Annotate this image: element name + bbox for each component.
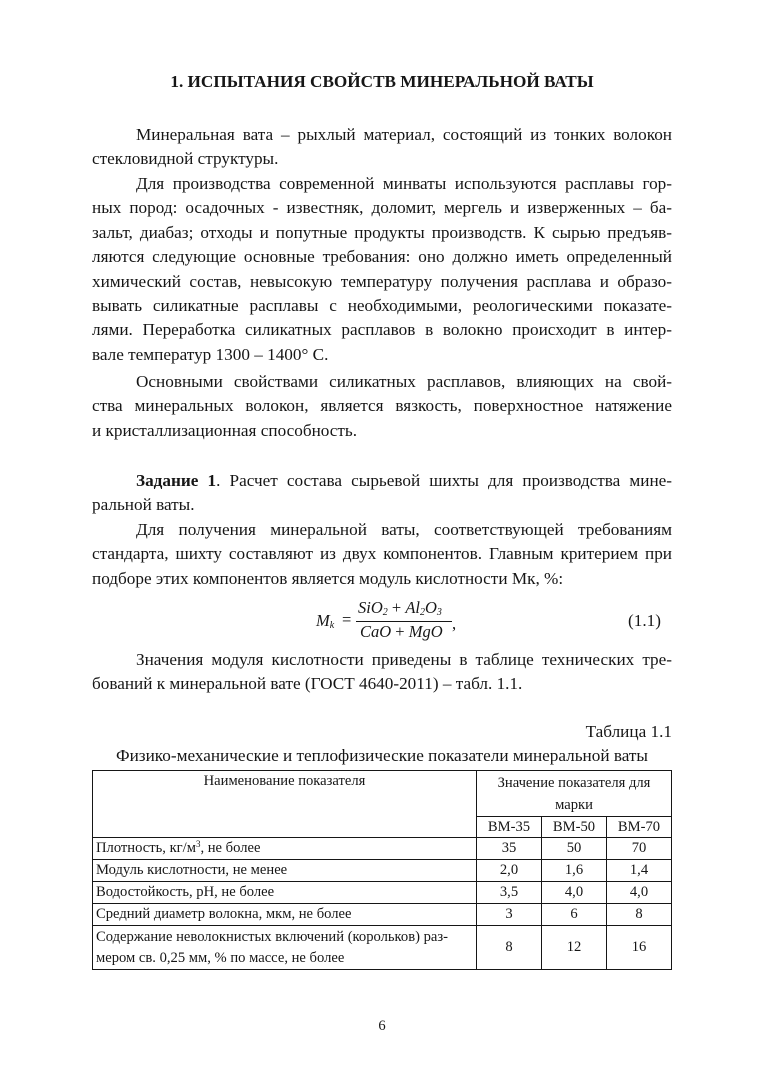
formula-comma: , <box>452 614 457 633</box>
table-row <box>93 860 672 882</box>
row-value: 3,5 <box>477 882 542 904</box>
row-value: 50 <box>542 838 607 860</box>
row-value: 3 <box>477 904 542 926</box>
row-value: 4,0 <box>542 882 607 904</box>
text-line: Минеральная вата – рыхлый материал, состоящий из тонких волокон <box>136 125 672 144</box>
table-caption: Физико-механические и теплофизические показатели минеральной ваты <box>116 746 648 765</box>
paragraph-production <box>92 172 672 367</box>
grade-header: ВМ-50 <box>542 817 607 838</box>
formula-lhs: $M_k$ <box>316 611 335 631</box>
text-line: и кристаллизационная способность. <box>92 420 358 440</box>
text-line: подборе этих компонентов является модуль кислотности Мк, %: <box>92 568 564 588</box>
row-value: 70 <box>607 838 672 860</box>
row-value: 4,0 <box>607 882 672 904</box>
row-value: 1,6 <box>542 860 607 882</box>
paragraph-intro <box>92 123 672 172</box>
text-line: химический состав, невысокую температуру получения расплава и образо- <box>92 271 672 291</box>
text-line: вале температур 1300 – 1400° С. <box>92 344 329 364</box>
paragraph-table-reference <box>92 648 672 697</box>
grade-header: ВМ-70 <box>607 817 672 838</box>
text-line: стекловидной структуры. <box>92 149 279 169</box>
table-number: Таблица 1.1 <box>585 722 672 741</box>
task-title: . Расчет состава сырьевой шихты для производства мине- <box>216 471 673 490</box>
text-line: Для производства современной минваты используются расплавы гор- <box>136 174 672 193</box>
paragraph-criterion <box>92 518 672 591</box>
table-row <box>93 838 672 860</box>
row-name: Водостойкость, pH, не более <box>93 882 477 904</box>
row-name: Модуль кислотности, не менее <box>93 860 477 882</box>
table-row <box>93 882 672 904</box>
text-line: Основными свойствами силикатных расплавов, влияющих на свой- <box>136 372 672 391</box>
text-line: лями. Переработка силикатных расплавов в волокно происходит в интер- <box>92 320 672 340</box>
text-line: ных пород: осадочных - известняк, доломит, мергель и изверженных – ба- <box>92 198 672 218</box>
row-value: 8 <box>607 904 672 926</box>
text-line: зальт, диабаз; отходы и попутные продукты производств. К сырью предъяв- <box>92 222 672 242</box>
text-line: ства минеральных волокон, является вязкость, поверхностное натяжение <box>92 396 672 416</box>
task-label: Задание 1 <box>136 471 217 490</box>
row-value: 12 <box>542 926 607 970</box>
table-row <box>93 926 672 970</box>
row-value: 2,0 <box>477 860 542 882</box>
header-name: Наименование показателя <box>93 771 477 838</box>
page-number: 6 <box>378 1018 386 1034</box>
row-value: 1,4 <box>607 860 672 882</box>
header-value: Значение показателя для марки <box>477 771 672 817</box>
properties-table <box>92 770 672 970</box>
paragraph-task <box>92 469 672 518</box>
text-line: вывать силикатные расплавы с необходимыми, реологическими показате- <box>92 296 672 316</box>
text-line: стандарта, шихту составляют из двух компонентов. Главным критерием при <box>92 544 672 564</box>
grade-header: ВМ-35 <box>477 817 542 838</box>
text-line: ляются следующие основные требования: оно должно иметь определенный <box>92 247 672 267</box>
paragraph-properties <box>92 370 672 443</box>
formula-numerator: $SiO_2 + Al_2O_3$ <box>358 598 442 618</box>
table-row <box>93 904 672 926</box>
row-name: Содержание неволокнистых включений (корольков) раз- мером св. 0,25 мм, % по массе, не более <box>93 926 477 970</box>
text-line: Для получения минеральной ваты, соответствующей требованиям <box>136 520 672 539</box>
section-heading: 1. ИСПЫТАНИЯ СВОЙСТВ МИНЕРАЛЬНОЙ ВАТЫ <box>170 72 594 91</box>
text-line: бований к минеральной вате (ГОСТ 4640-2011) – табл. 1.1. <box>92 674 523 694</box>
row-name: Плотность, $кг/м^3$, не более <box>93 838 477 860</box>
table-header-row <box>93 771 672 817</box>
text-line: ральной ваты. <box>92 495 195 515</box>
formula-denominator: CaO + MgO <box>360 622 443 641</box>
row-name: Средний диаметр волокна, мкм, не более <box>93 904 477 926</box>
equation-number: (1.1) <box>628 611 661 630</box>
text-line <box>92 469 672 493</box>
formula-equals: = <box>342 610 352 629</box>
row-value: 8 <box>477 926 542 970</box>
text-line: Значения модуля кислотности приведены в таблице технических тре- <box>136 650 672 669</box>
row-value: 16 <box>607 926 672 970</box>
row-value: 35 <box>477 838 542 860</box>
row-value: 6 <box>542 904 607 926</box>
